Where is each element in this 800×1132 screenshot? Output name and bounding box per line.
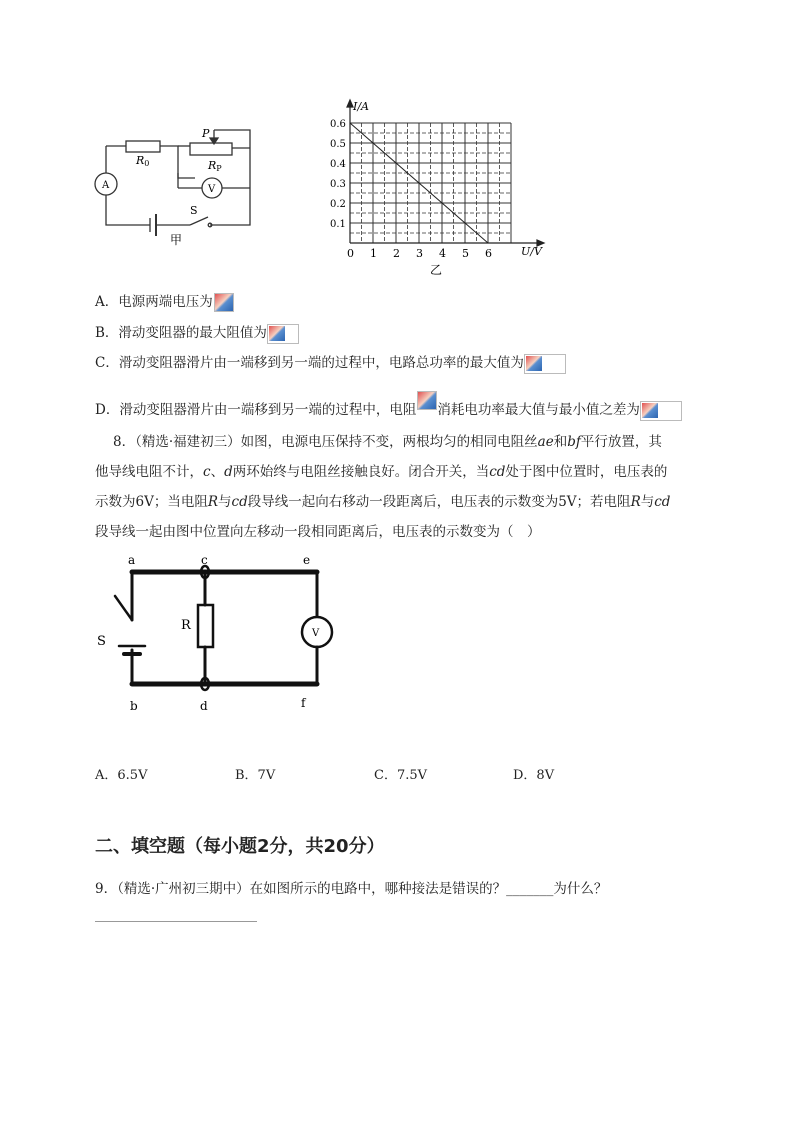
- circuit-figure-jia: [90, 118, 265, 258]
- formula-image-icon: [524, 354, 566, 374]
- question-8: 8．（精选·福建初三）如图，电源电压保持不变，两根均匀的相同电阻丝ae和bf平行放置，其 他导线电阻不计，c、d两环始终与电阻丝接触良好。闭合开关，当cd处于图中位置时，电压表的 示数为6V；当电阻R与cd段导线一起向右移动一段距离后，电压表的示数变为5V；若电阻R与cd 段导线一起由图中位置向左移动一段相同距离后，电压表的示数变为（ ）: [95, 434, 671, 540]
- x-tick-label: 6: [485, 247, 492, 260]
- choice-a: A．6.5V: [95, 768, 148, 783]
- node-f-label: f: [301, 696, 306, 710]
- divider: [95, 921, 257, 922]
- choice-b: B．7V: [235, 768, 276, 783]
- y-tick-label: 0.6: [330, 119, 346, 130]
- y-tick-label: 0.2: [330, 199, 346, 210]
- iu-graph-yi: [320, 95, 550, 280]
- ammeter-label: A: [102, 180, 110, 191]
- figure-caption-jia: 甲: [170, 233, 183, 247]
- x-tick-label: 0: [347, 247, 354, 260]
- q7-option-b: B．滑动变阻器的最大阻值为: [95, 321, 299, 344]
- x-tick-label: 4: [439, 247, 446, 260]
- q7-option-d: D．滑动变阻器滑片由一端移到另一端的过程中，电阻 消耗电功率最大值与最小值之差为: [95, 391, 682, 421]
- circuit-figure-q8: [95, 550, 355, 720]
- y-tick-label: 0.3: [330, 179, 346, 190]
- r0-label: R0: [136, 154, 150, 168]
- node-e-label: e: [303, 553, 311, 567]
- formula-image-icon: [214, 293, 234, 312]
- section-2-title: 二、填空题（每小题2分，共20分）: [95, 836, 385, 857]
- q7-option-c: C．滑动变阻器滑片由一端移到另一端的过程中，电路总功率的最大值为: [95, 351, 566, 374]
- y-tick-label: 0.1: [330, 219, 346, 230]
- node-b-label: b: [130, 699, 138, 713]
- x-tick-label: 1: [370, 247, 377, 260]
- voltmeter-label: V: [208, 184, 216, 195]
- x-tick-label: 3: [416, 247, 423, 260]
- choice-c: C．7.5V: [374, 768, 428, 783]
- y-tick-label: 0.4: [330, 159, 346, 170]
- formula-image-icon: [267, 324, 299, 344]
- x-axis-label: U/V: [521, 245, 542, 258]
- x-tick-label: 2: [393, 247, 400, 260]
- switch-label: S: [190, 204, 198, 217]
- x-tick-label: 5: [462, 247, 469, 260]
- p-label: P: [202, 127, 210, 140]
- figure-caption-yi: 乙: [430, 263, 443, 277]
- switch-label: S: [97, 634, 106, 649]
- rp-label: RP: [208, 159, 222, 173]
- choice-d: D．8V: [513, 768, 555, 783]
- formula-image-icon: [417, 391, 437, 410]
- q7-option-a: A．电源两端电压为: [95, 290, 234, 312]
- node-c-label: c: [201, 553, 208, 567]
- node-a-label: a: [128, 553, 136, 567]
- node-d-label: d: [200, 699, 208, 713]
- y-axis-label: I/A: [353, 100, 369, 113]
- y-tick-label: 0.5: [330, 139, 346, 150]
- question-9: 9．（精选·广州初三期中）在如图所示的电路中，哪种接法是错误的？_______为什么？: [95, 881, 608, 897]
- voltmeter-label: V: [312, 628, 320, 639]
- resistor-label: R: [181, 618, 191, 633]
- formula-image-icon: [640, 401, 682, 421]
